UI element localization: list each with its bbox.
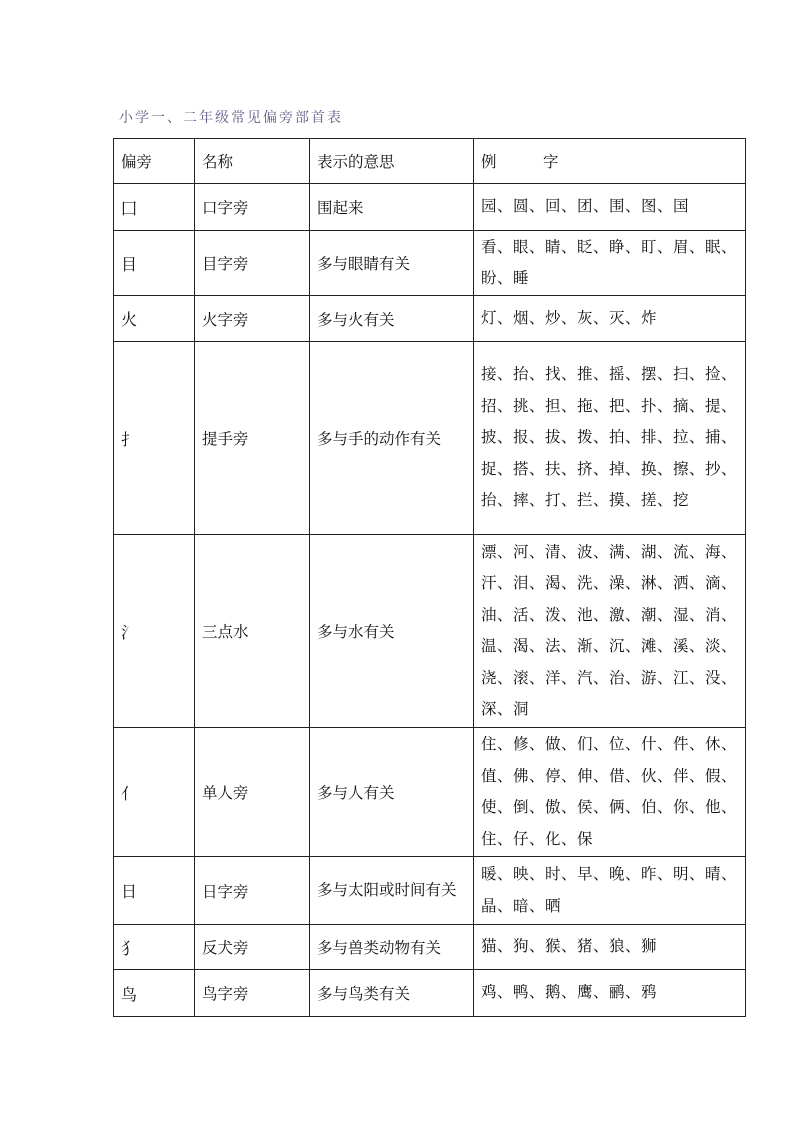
table-row xyxy=(114,231,746,296)
radical-cell: 目 xyxy=(114,231,195,296)
table-row xyxy=(114,342,746,535)
meaning-cell: 多与人有关 xyxy=(310,728,474,857)
name-cell: 火字旁 xyxy=(195,296,310,342)
radical-cell: 日 xyxy=(114,857,195,925)
examples-cell: 猫、狗、猴、猪、狼、狮 xyxy=(474,925,746,970)
radical-cell: 氵 xyxy=(114,535,195,728)
examples-cell: 住、修、做、们、位、什、件、休、值、佛、停、伸、借、伙、伴、假、使、倒、傲、侯、俩、伯、你、他、住、仔、化、保 xyxy=(474,728,746,857)
examples-cell: 鸡、鸭、鹅、鹰、鹂、鸦 xyxy=(474,970,746,1017)
examples-cell: 暖、映、时、早、晚、昨、明、晴、晶、暗、晒 xyxy=(474,857,746,925)
table-row xyxy=(114,535,746,728)
table-row xyxy=(114,970,746,1017)
radical-cell: 囗 xyxy=(114,184,195,231)
meaning-cell: 多与水有关 xyxy=(310,535,474,728)
meaning-cell: 多与兽类动物有关 xyxy=(310,925,474,970)
name-cell: 鸟字旁 xyxy=(195,970,310,1017)
examples-cell: 接、抬、找、推、摇、摆、扫、捡、招、挑、担、拖、把、扑、摘、提、披、报、拔、拨、拍、排、拉、捕、捉、搭、扶、挤、掉、换、擦、抄、抬、摔、打、拦、摸、搓、挖 xyxy=(474,342,746,535)
radical-cell: 鸟 xyxy=(114,970,195,1017)
examples-cell: 看、眼、睛、眨、睁、盯、眉、眠、盼、睡 xyxy=(474,231,746,296)
meaning-cell: 围起来 xyxy=(310,184,474,231)
header-radical: 偏旁 xyxy=(114,139,195,184)
meaning-cell: 多与眼睛有关 xyxy=(310,231,474,296)
header-name: 名称 xyxy=(195,139,310,184)
table-header-row xyxy=(114,139,746,184)
name-cell: 口字旁 xyxy=(195,184,310,231)
name-cell: 反犬旁 xyxy=(195,925,310,970)
name-cell: 三点水 xyxy=(195,535,310,728)
table-row xyxy=(114,857,746,925)
examples-cell: 灯、烟、炒、灰、灭、炸 xyxy=(474,296,746,342)
radical-cell: 火 xyxy=(114,296,195,342)
table-row xyxy=(114,296,746,342)
radical-cell: 亻 xyxy=(114,728,195,857)
meaning-cell: 多与太阳或时间有关 xyxy=(310,857,474,925)
name-cell: 目字旁 xyxy=(195,231,310,296)
document-title: 小学一、二年级常见偏旁部首表 xyxy=(119,110,343,126)
table-row xyxy=(114,925,746,970)
meaning-cell: 多与火有关 xyxy=(310,296,474,342)
meaning-cell: 多与鸟类有关 xyxy=(310,970,474,1017)
radicals-table xyxy=(113,138,746,1017)
examples-cell: 园、圆、回、团、围、图、国 xyxy=(474,184,746,231)
header-examples: 例 字 xyxy=(474,139,746,184)
radical-cell: 犭 xyxy=(114,925,195,970)
meaning-cell: 多与手的动作有关 xyxy=(310,342,474,535)
radical-cell: 扌 xyxy=(114,342,195,535)
name-cell: 单人旁 xyxy=(195,728,310,857)
table-row xyxy=(114,728,746,857)
examples-cell: 漂、河、清、波、满、湖、流、海、汗、泪、渴、洗、澡、淋、洒、滴、油、活、泼、池、激、潮、湿、消、温、渴、法、渐、沉、滩、溪、淡、浇、滚、洋、汽、治、游、江、没、深、洞 xyxy=(474,535,746,728)
name-cell: 日字旁 xyxy=(195,857,310,925)
table-row xyxy=(114,184,746,231)
name-cell: 提手旁 xyxy=(195,342,310,535)
header-meaning: 表示的意思 xyxy=(310,139,474,184)
